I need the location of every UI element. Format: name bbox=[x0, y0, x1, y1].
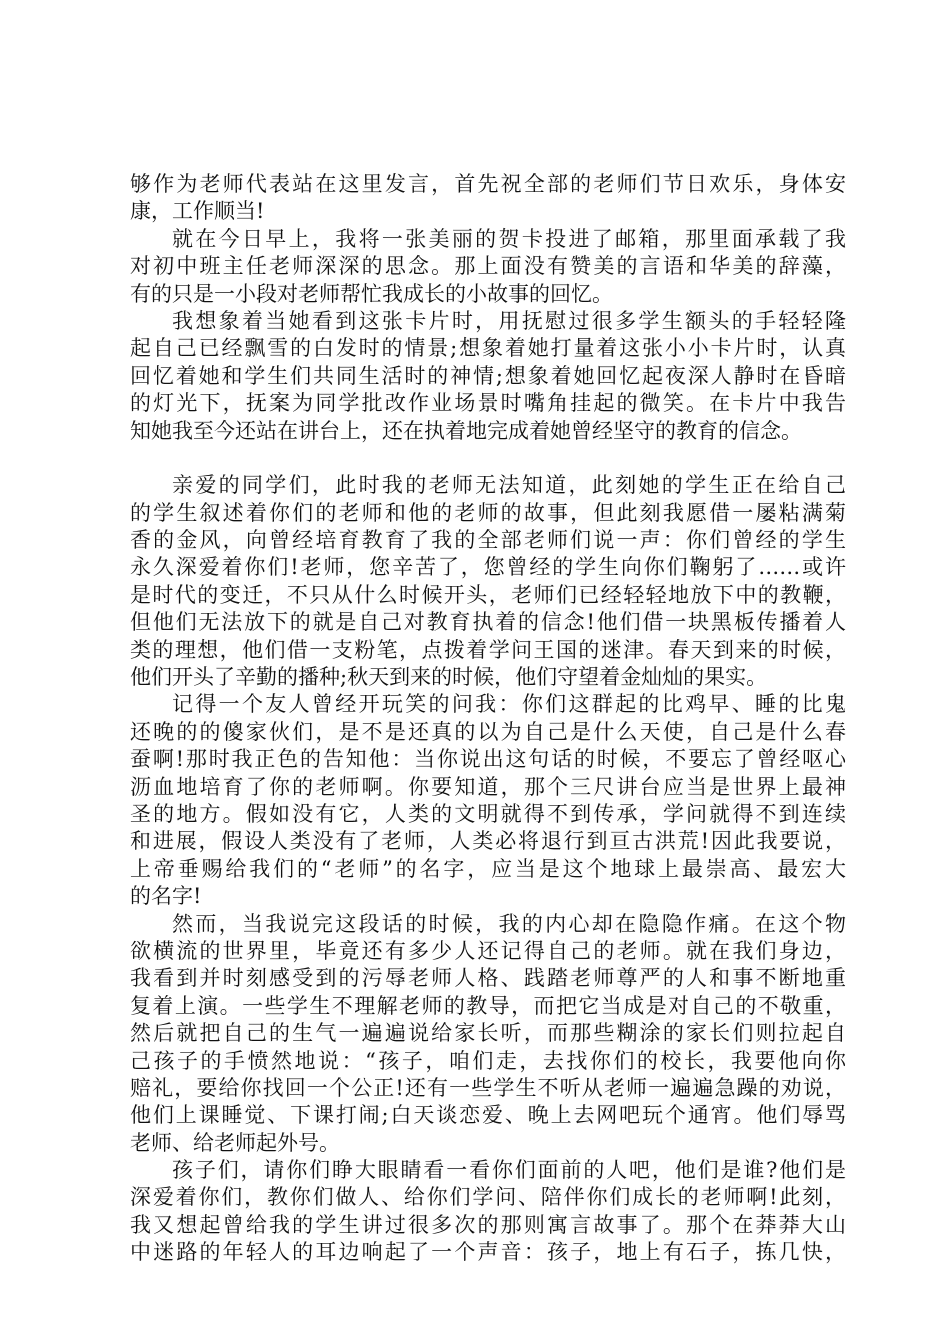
text-line: 够作为老师代表站在这里发言，首先祝全部的老师们节日欢乐，身体安 bbox=[130, 172, 846, 196]
text-line: 亲爱的同学们，此时我的老师无法知道，此刻她的学生正在给自己 bbox=[172, 473, 846, 498]
paragraph bbox=[130, 171, 846, 226]
text-line: 回忆着她和学生们共同生活时的神情;想象着她回忆起夜深人静时在昏暗 bbox=[130, 363, 846, 388]
text-line: 的名字! bbox=[130, 884, 202, 909]
text-line: 赔礼，要给你找回一个公正!还有一些学生不听从老师一遍遍急躁的劝说， bbox=[130, 1075, 846, 1100]
paragraph bbox=[130, 911, 846, 1158]
text-line: 我看到并时刻感受到的污辱老师人格、践踏老师尊严的人和事不断地重 bbox=[130, 966, 846, 991]
text-line: 他们开头了辛勤的播种;秋天到来的时候，他们守望着金灿灿的果实。 bbox=[130, 665, 768, 690]
text-line: 他们上课睡觉、下课打闹;白天谈恋爱、晚上去网吧玩个通宵。他们辱骂 bbox=[130, 1103, 846, 1128]
text-line: 深爱着你们，教你们做人、给你们学问、陪伴你们成长的老师啊!此刻， bbox=[130, 1185, 846, 1210]
text-line: 沥血地培育了你的老师啊。你要知道，那个三尺讲台应当是世界上最神 bbox=[130, 774, 846, 799]
paragraph bbox=[130, 691, 846, 910]
text-line: 然后就把自己的生气一遍遍说给家长听，而那些糊涂的家长们则拉起自 bbox=[130, 1021, 846, 1046]
text-line: 的学生叙述着你们的老师和他的老师的故事，但此刻我愿借一屡粘满菊 bbox=[130, 500, 846, 525]
text-line: 然而，当我说完这段话的时候，我的内心却在隐隐作痛。在这个物 bbox=[172, 911, 846, 936]
text-line: 己孩子的手愤然地说：“孩子，咱们走，去找你们的校长，我要他向你 bbox=[130, 1048, 846, 1073]
text-line: 类的理想，他们借一支粉笔，点拨着学问王国的迷津。春天到来的时候， bbox=[130, 637, 846, 662]
text-line: 孩子们，请你们睁大眼睛看一看你们面前的人吧，他们是谁?他们是 bbox=[172, 1158, 846, 1183]
text-line: 香的金风，向曾经培育教育了我的全部老师们说一声：你们曾经的学生 bbox=[130, 528, 846, 553]
text-line: 蚕啊!那时我正色的告知他：当你说出这句话的时候，不要忘了曾经呕心 bbox=[130, 747, 846, 772]
text-line: 和进展，假设人类没有了老师，人类必将退行到亘古洪荒!因此我要说， bbox=[130, 829, 846, 854]
text-line: 有的只是一小段对老师帮忙我成长的小故事的回忆。 bbox=[130, 281, 613, 306]
text-line: 欲横流的世界里，毕竟还有多少人还记得自己的老师。就在我们身边， bbox=[130, 938, 846, 963]
text-line: 我又想起曾给我的学生讲过很多次的那则寓言故事了。那个在莽莽大山 bbox=[130, 1212, 846, 1237]
paragraph bbox=[130, 308, 846, 445]
text-line: 记得一个友人曾经开玩笑的问我：你们这群起的比鸡早、睡的比鬼 bbox=[172, 692, 846, 717]
text-line: 圣的地方。假如没有它，人类的文明就得不到传承，学问就得不到连续 bbox=[130, 801, 846, 826]
paragraph bbox=[130, 472, 846, 691]
text-line: 知她我至今还站在讲台上，还在执着地完成着她曾经坚守的教育的信念。 bbox=[130, 418, 802, 443]
paragraph bbox=[130, 226, 846, 308]
paragraph bbox=[130, 1157, 846, 1267]
document-body bbox=[130, 171, 846, 1267]
text-line: 但他们无法放下的就是自己对教育执着的信念!他们借一块黑板传播着人 bbox=[130, 610, 846, 635]
text-line: 老师、给老师起外号。 bbox=[130, 1130, 340, 1155]
text-line: 是时代的变迁，不只从什么时候开头，老师们已经轻轻地放下中的教鞭， bbox=[130, 582, 846, 607]
text-line: 复着上演。一些学生不理解老师的教导，而把它当成是对自己的不敬重， bbox=[130, 993, 846, 1018]
text-line: 就在今日早上，我将一张美丽的贺卡投进了邮箱，那里面承载了我 bbox=[172, 226, 846, 251]
text-line: 的灯光下，抚案为同学批改作业场景时嘴角挂起的微笑。在卡片中我告 bbox=[130, 391, 846, 416]
text-line: 对初中班主任老师深深的思念。那上面没有赞美的言语和华美的辞藻， bbox=[130, 254, 846, 279]
text-line: 康，工作顺当! bbox=[130, 199, 265, 224]
text-line: 永久深爱着你们!老师，您辛苦了，您曾经的学生向你们鞠躬了……或许 bbox=[130, 555, 846, 580]
text-line: 中迷路的年轻人的耳边响起了一个声音：孩子，地上有石子，拣几快， bbox=[130, 1240, 846, 1265]
text-line: 起自己已经飘雪的白发时的情景;想象着她打量着这张小小卡片时，认真 bbox=[130, 336, 846, 361]
text-line: 上帝垂赐给我们的“老师”的名字，应当是这个地球上最崇高、最宏大 bbox=[130, 856, 846, 881]
text-line: 还晚的的傻家伙们，是不是还真的以为自己是什么天使，自己是什么春 bbox=[130, 719, 846, 744]
text-line: 我想象着当她看到这张卡片时，用抚慰过很多学生额头的手轻轻隆 bbox=[172, 308, 846, 333]
paragraph-gap bbox=[130, 445, 846, 472]
